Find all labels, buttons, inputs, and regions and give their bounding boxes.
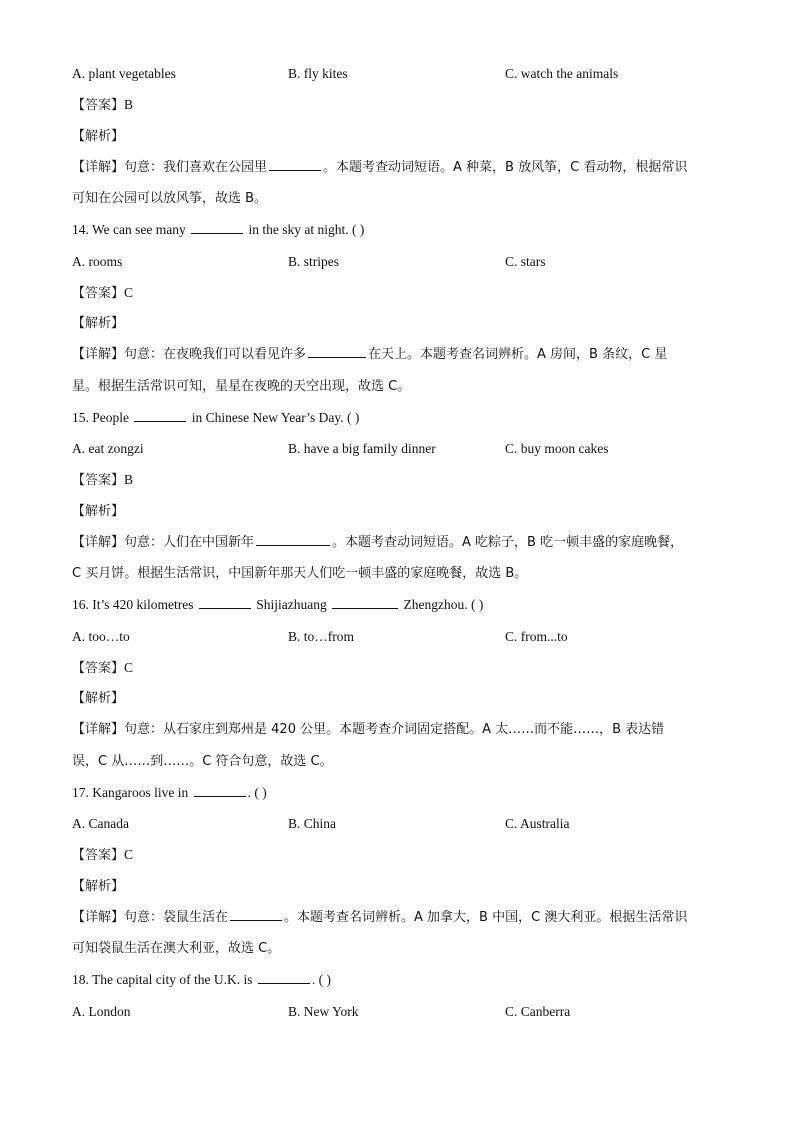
q13-detail: 【详解】句意：我们喜欢在公园里 。本题考查动词短语。A 种菜，B 放风筝，C 看动物，根据常识 (72, 159, 688, 175)
q18-options (72, 996, 722, 1027)
q18-stem: 18. The capital city of the U.K. is . ( ) (72, 972, 331, 988)
q16-option-b: B. to…from (288, 628, 354, 644)
q17-analysis: 【解析】 (72, 878, 125, 894)
q16-detail-line2: 误，C 从……到……。C 符合句意，故选 C。 (72, 753, 333, 769)
q18-option-a: A. London (72, 1003, 131, 1019)
q15-option-c: C. buy moon cakes (505, 441, 609, 456)
q15-stem: 15. People in Chinese New Year’s Day. ( ) (72, 409, 360, 425)
q13-answer: 【答案】B (72, 97, 134, 114)
q17-answer: 【答案】C (72, 847, 134, 864)
q13-detail-line2: 可知在公园可以放风筝，故选 B。 (72, 191, 268, 206)
q18-option-b: B. New York (288, 1003, 359, 1019)
q17-detail-line2: 可知袋鼠生活在澳大利亚，故选 C。 (72, 941, 281, 956)
q14-analysis: 【解析】 (72, 316, 125, 331)
q17-detail: 【详解】句意：袋鼠生活在 。本题考查名词辨析。A 加拿大，B 中国，C 澳大利亚。根据生活常识 (72, 909, 688, 925)
q15-analysis: 【解析】 (72, 503, 125, 519)
document-page (72, 58, 722, 1027)
q15-options (72, 433, 722, 464)
q16-option-c: C. from...to (505, 628, 568, 644)
q14-option-a: A. rooms (72, 253, 123, 269)
q15-detail: 【详解】句意：人们在中国新年 。本题考查动词短语。A 吃粽子，B 吃一顿丰盛的家庭晚餐， (72, 534, 684, 550)
q13-analysis: 【解析】 (72, 128, 125, 144)
q15-answer: 【答案】B (72, 472, 134, 489)
q17-option-a: A. Canada (72, 816, 129, 831)
q17-options (72, 808, 722, 839)
q16-options (72, 621, 722, 652)
q14-detail: 【详解】句意：在夜晚我们可以看见许多 在天上。本题考查名词辨析。A 房间，B 条纹，C 星 (72, 347, 668, 363)
q13-option-b: B. fly kites (288, 66, 348, 81)
q13-option-a: A. plant vegetables (72, 66, 176, 81)
q16-option-a: A. too…to (72, 628, 130, 644)
q16-analysis: 【解析】 (72, 691, 125, 706)
q16-stem: 16. It’s 420 kilometres Shijiazhuang Zhengzhou. ( ) (72, 597, 484, 613)
q14-option-b: B. stripes (288, 253, 340, 269)
q15-option-b: B. have a big family dinner (288, 441, 436, 456)
q18-option-c: C. Canberra (505, 1003, 571, 1019)
q14-detail-line2: 星。根据生活常识可知，星星在夜晚的天空出现，故选 C。 (72, 378, 411, 394)
q17-option-c: C. Australia (505, 816, 570, 831)
q16-answer: 【答案】C (72, 659, 134, 676)
q17-stem: 17. Kangaroos live in . ( ) (72, 784, 267, 800)
q14-answer: 【答案】C (72, 284, 134, 301)
q16-detail: 【详解】句意：从石家庄到郑州是 420 公里。本题考查介词固定搭配。A 太……而不能……，B 表达错 (72, 722, 665, 738)
q14-stem: 14. We can see many in the sky at night. ( ) (72, 222, 365, 238)
q17-option-b: B. China (288, 816, 337, 831)
q15-option-a: A. eat zongzi (72, 441, 144, 456)
q13-option-c: C. watch the animals (505, 66, 619, 81)
q14-options (72, 246, 722, 277)
q13-options (72, 58, 722, 89)
q14-option-c: C. stars (505, 253, 546, 269)
q15-detail-line2: C 买月饼。根据生活常识，中国新年那天人们吃一顿丰盛的家庭晚餐，故选 B。 (72, 566, 528, 581)
